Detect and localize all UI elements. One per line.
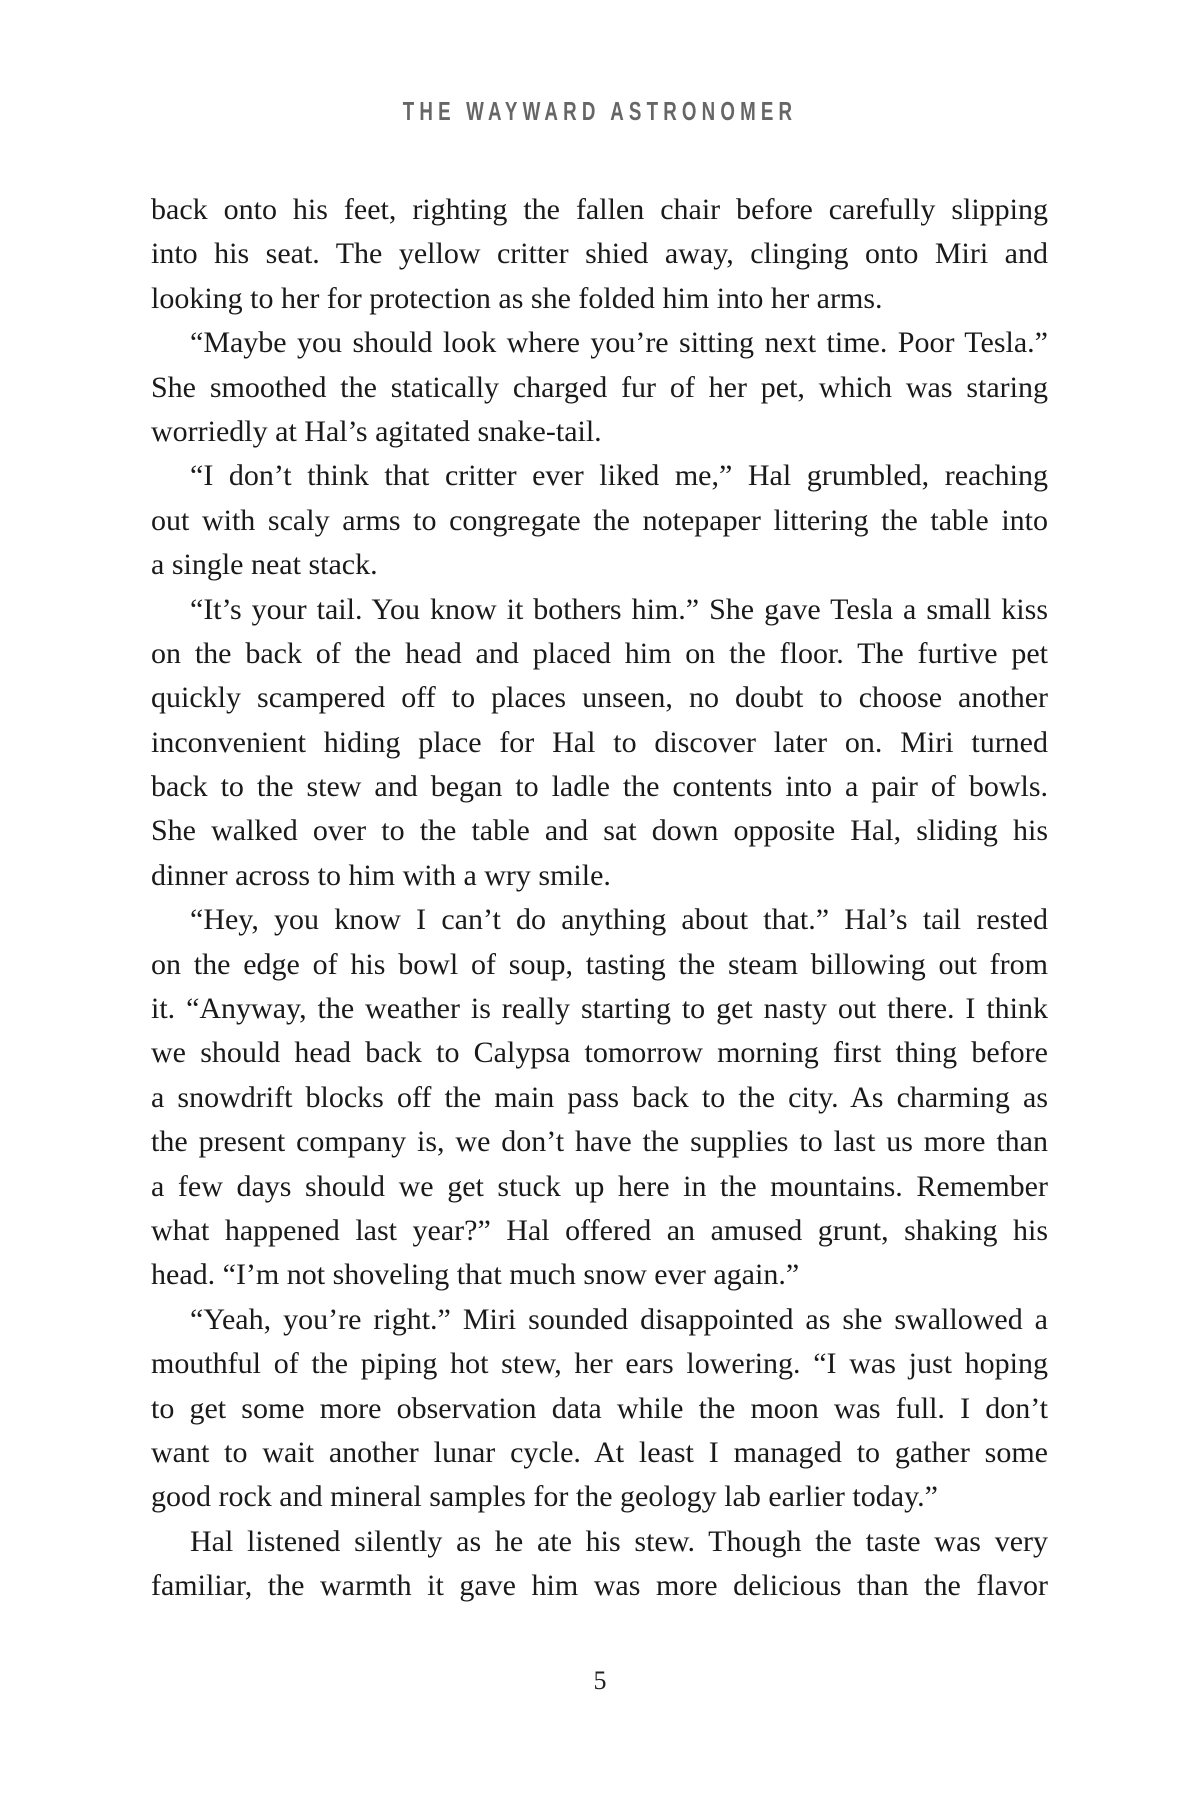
text-line: what happened last year?” Hal offered an amused grunt, shaking his bbox=[151, 1213, 1048, 1247]
text-line: quickly scampered off to places unseen, no doubt to choose another bbox=[151, 681, 1048, 715]
text-line: a snowdrift blocks off the main pass back to the city. As charming as bbox=[151, 1080, 1048, 1114]
text-line: we should head back to Calypsa tomorrow morning first thing before bbox=[151, 1036, 1048, 1070]
text-line: want to wait another lunar cycle. At least I managed to gather some bbox=[151, 1435, 1048, 1469]
text-line: a single neat stack. bbox=[151, 548, 378, 582]
text-line: “It’s your tail. You know it bothers him.” She gave Tesla a small kiss bbox=[190, 592, 1048, 626]
text-line: good rock and mineral samples for the geology lab earlier today.” bbox=[151, 1480, 938, 1514]
text-line: into his seat. The yellow critter shied away, clinging onto Miri and bbox=[151, 237, 1048, 271]
text-line: on the edge of his bowl of soup, tasting the steam billowing out from bbox=[151, 947, 1048, 981]
page-number: 5 bbox=[593, 1666, 607, 1695]
text-line: Hal listened silently as he ate his stew. Though the taste was very bbox=[190, 1524, 1048, 1558]
text-line: inconvenient hiding place for Hal to discover later on. Miri turned bbox=[151, 725, 1048, 759]
text-line: “Yeah, you’re right.” Miri sounded disappointed as she swallowed a bbox=[190, 1302, 1048, 1336]
text-line: She smoothed the statically charged fur of her pet, which was staring bbox=[151, 370, 1048, 404]
text-line: She walked over to the table and sat down opposite Hal, sliding his bbox=[151, 814, 1048, 848]
text-line: “Hey, you know I can’t do anything about that.” Hal’s tail rested bbox=[190, 903, 1048, 937]
text-line: a few days should we get stuck up here in the mountains. Remember bbox=[151, 1169, 1048, 1203]
text-line: on the back of the head and placed him on the floor. The furtive pet bbox=[151, 636, 1048, 670]
text-line: dinner across to him with a wry smile. bbox=[151, 858, 611, 892]
text-line: “I don’t think that critter ever liked me,” Hal grumbled, reaching bbox=[190, 459, 1048, 493]
text-line: mouthful of the piping hot stew, her ears lowering. “I was just hoping bbox=[151, 1347, 1048, 1381]
text-line: “Maybe you should look where you’re sitting next time. Poor Tesla.” bbox=[190, 326, 1048, 360]
text-line: to get some more observation data while the moon was full. I don’t bbox=[151, 1391, 1048, 1425]
text-line: it. “Anyway, the weather is really starting to get nasty out there. I think bbox=[151, 992, 1048, 1026]
text-line: back onto his feet, righting the fallen chair before carefully slipping bbox=[151, 193, 1048, 226]
text-line: the present company is, we don’t have the supplies to last us more than bbox=[151, 1125, 1048, 1159]
running-header: THE WAYWARD ASTRONOMER bbox=[402, 96, 798, 126]
text-line: worriedly at Hal’s agitated snake-tail. bbox=[151, 414, 602, 448]
body-text bbox=[151, 188, 1048, 1609]
text-line: familiar, the warmth it gave him was more delicious than the flavor bbox=[151, 1569, 1048, 1603]
text-line: head. “I’m not shoveling that much snow ever again.” bbox=[151, 1258, 800, 1292]
text-line: out with scaly arms to congregate the notepaper littering the table into bbox=[151, 503, 1048, 537]
text-line: back to the stew and began to ladle the contents into a pair of bowls. bbox=[151, 770, 1048, 804]
text-line: looking to her for protection as she folded him into her arms. bbox=[151, 281, 883, 315]
